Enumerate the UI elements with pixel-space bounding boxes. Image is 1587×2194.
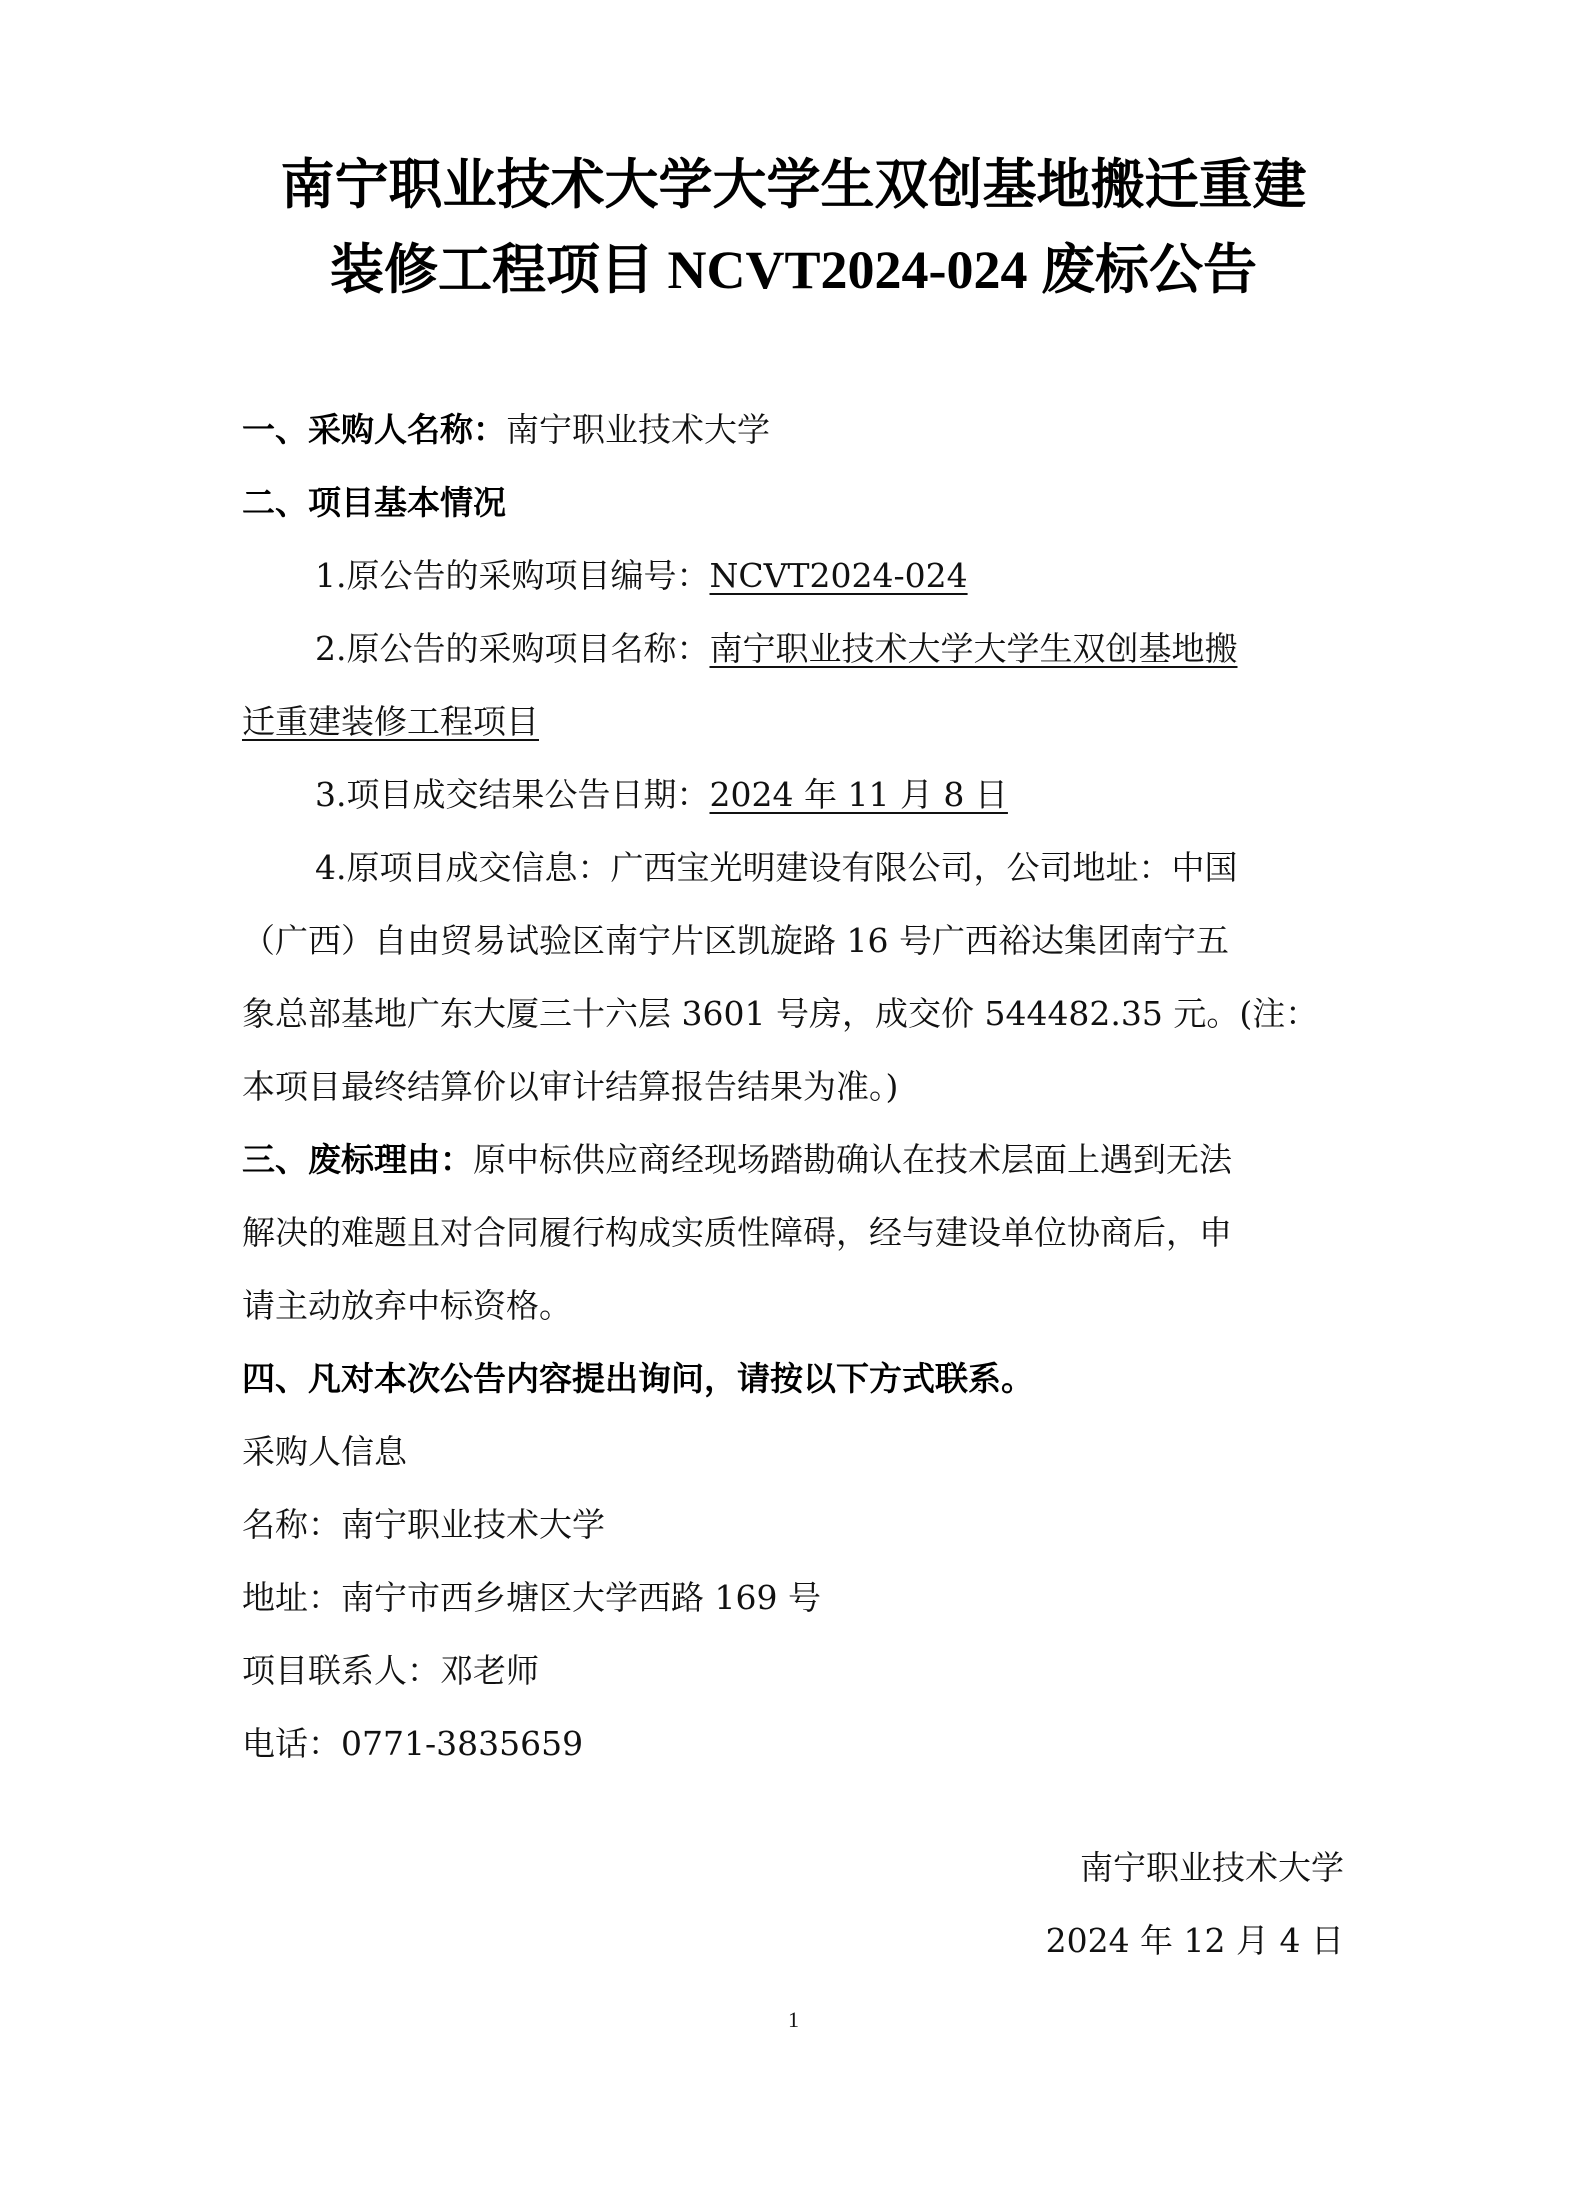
reason-row: [242, 1130, 1352, 1190]
award-date-label: 3.项目成交结果公告日期：: [315, 775, 710, 814]
reason-line2: 解决的难题且对合同履行构成实质性障碍，经与建设单位协商后，申: [242, 1213, 1232, 1252]
contact-address: 地址：南宁市西乡塘区大学西路 169 号: [242, 1578, 821, 1617]
contact-phone: 电话：0771-3835659: [242, 1724, 584, 1763]
section3-heading: 三、废标理由：: [242, 1140, 473, 1179]
award-info-line3: 象总部基地广东大厦三十六层 3601 号房，成交价 544482.35 元。(注：: [242, 994, 1319, 1033]
section2-heading: 二、项目基本情况: [242, 483, 506, 522]
project-name-continued: [242, 692, 1352, 752]
project-number-value: NCVT2024-024: [709, 556, 968, 595]
purchaser-info-label: 采购人信息: [242, 1432, 407, 1471]
project-name-row: [315, 619, 1425, 679]
page-title-line1: 南宁职业技术大学大学生双创基地搬迁重建: [280, 155, 1307, 215]
contact-name: 名称：南宁职业技术大学: [242, 1505, 605, 1544]
project-name-label: 2.原公告的采购项目名称：: [315, 629, 710, 668]
reason-line1: 原中标供应商经现场踏勘确认在技术层面上遇到无法: [473, 1140, 1232, 1179]
page-title-line2: 装修工程项目 NCVT2024-024 废标公告: [330, 240, 1257, 300]
award-info-line4: 本项目最终结算价以审计结算报告结果为准。): [242, 1067, 899, 1106]
contact-person: 项目联系人：邓老师: [242, 1651, 539, 1690]
award-date-row: [315, 765, 1425, 825]
purchaser-name-row: [242, 400, 1352, 460]
purchaser-name-value: 南宁职业技术大学: [506, 410, 770, 449]
project-number-row: [315, 546, 1425, 606]
project-name-value-line2: 迁重建装修工程项目: [242, 702, 539, 741]
project-name-value-line1: 南宁职业技术大学大学生双创基地搬: [709, 629, 1238, 668]
page-number: 1: [788, 2007, 799, 2032]
award-info-line1: 4.原项目成交信息：广西宝光明建设有限公司，公司地址：中国: [315, 848, 1238, 887]
award-date-value: 2024 年 11 月 8 日: [709, 775, 1008, 814]
award-info-line2: （广西）自由贸易试验区南宁片区凯旋路 16 号广西裕达集团南宁五: [242, 921, 1229, 960]
project-number-label: 1.原公告的采购项目编号：: [315, 556, 710, 595]
reason-line3: 请主动放弃中标资格。: [242, 1286, 572, 1325]
signature-date: 2024 年 12 月 4 日: [1045, 1921, 1344, 1960]
signature-org: 南宁职业技术大学: [1080, 1848, 1344, 1887]
section1-heading: 一、采购人名称：: [242, 410, 506, 449]
section4-heading: 四、凡对本次公告内容提出询问，请按以下方式联系。: [242, 1359, 1034, 1398]
